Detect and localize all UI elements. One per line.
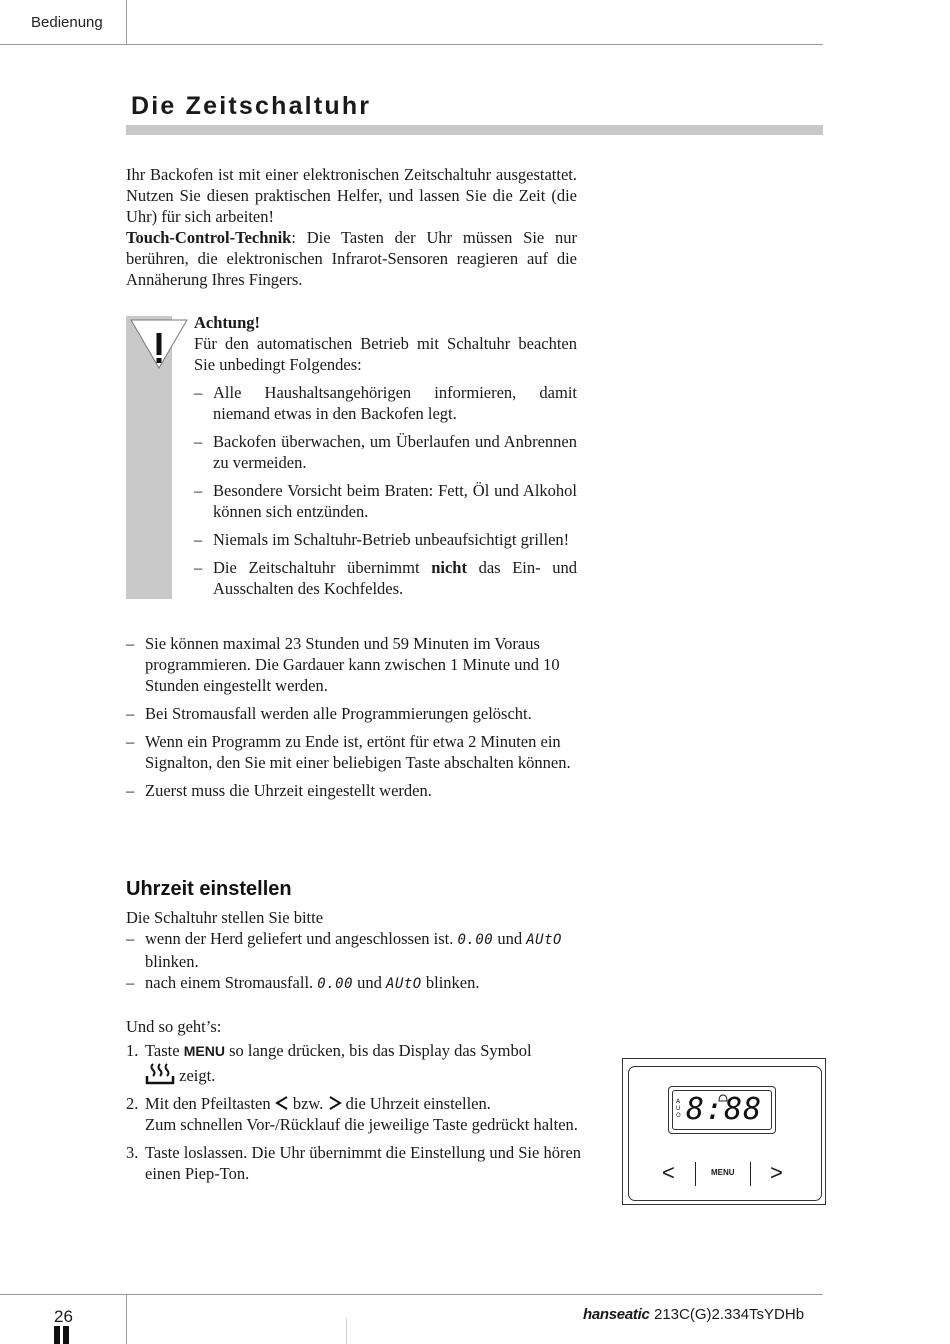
arrow-right-button[interactable]: > <box>770 1160 783 1185</box>
list-item: – nach einem Stromausfall. 0.00 und AUtO blinken. <box>126 973 480 992</box>
warning-item: – Besondere Vorsicht beim Braten: Fett, Öl und Alkohol können sich entzünden. <box>194 481 577 521</box>
auto-mode-indicator: A U O <box>676 1098 681 1119</box>
step-item: 1. Taste MENU so lange drücken, bis das Display das Symbol zeigt. <box>126 1041 532 1085</box>
footer-divider-light <box>346 1318 347 1344</box>
exclamation-icon <box>129 318 189 370</box>
brand-logo: hanseatic <box>583 1306 650 1323</box>
lcd-zero-text: 0.00 <box>317 976 354 992</box>
chevron-left-icon <box>275 1096 289 1110</box>
clock-heat-icon <box>145 1062 175 1086</box>
how-to-label: Und so geht’s: <box>126 1017 222 1036</box>
menu-button[interactable]: MENU <box>711 1168 735 1177</box>
intro-text: Ihr Backofen ist mit einer elektronischen Zeitschaltuhr ausgestattet. Nutzen Sie diesen praktischen Helfer, und lassen Sie die Zeit (die Uhr) für sich arbeiten! <box>126 165 577 226</box>
list-item: – wenn der Herd geliefert und angeschlossen ist. 0.00 und AUtO blinken. <box>126 929 562 971</box>
section-heading: Uhrzeit einstellen <box>126 878 292 900</box>
lcd-auto-text: AUtO <box>386 976 422 992</box>
page-tab-marker <box>54 1326 70 1344</box>
section-label: Bedienung <box>31 14 103 31</box>
page-number: 26 <box>54 1307 73 1326</box>
touch-control-label: Touch-Control-Technik <box>126 228 292 247</box>
list-item: – Zuerst muss die Uhrzeit eingestellt werden. <box>126 781 432 800</box>
lcd-auto-text: AUtO <box>526 932 562 948</box>
arrow-left-button[interactable]: < <box>662 1160 675 1185</box>
lcd-zero-text: 0.00 <box>457 932 494 948</box>
header-divider <box>126 0 127 45</box>
warning-text-block <box>194 312 577 599</box>
info-list <box>126 633 576 808</box>
key-separator <box>750 1162 751 1186</box>
setup-intro <box>126 907 586 1037</box>
intro-paragraph <box>126 164 577 290</box>
model-number: 213C(G)2.334TsYDHb <box>654 1306 805 1323</box>
setup-lead: Die Schaltuhr stellen Sie bitte <box>126 908 324 927</box>
warning-item: – Niemals im Schaltuhr-Betrieb unbeaufsichtigt grillen! <box>194 530 570 549</box>
warning-item: – Backofen überwachen, um Überlaufen und Anbrennen zu vermeiden. <box>194 432 577 472</box>
title-underline-bar <box>126 125 823 135</box>
timer-display-screen <box>672 1090 772 1130</box>
touch-control-text: : Die Tasten der Uhr müssen Sie nur berühren, die elektronischen Infrarot-Sensoren reagieren auf die Annäherung Ihres Fingers. <box>126 228 577 289</box>
step-item: 3. Taste loslassen. Die Uhr übernimmt die Einstellung und Sie hören einen Piep-Ton. <box>126 1143 582 1183</box>
list-item: – Sie können maximal 23 Stunden und 59 Minuten im Voraus programmieren. Die Gardauer kann zwischen 1 Minute und 10 Stunden eingestellt werden. <box>126 634 560 695</box>
warning-item: – Die Zeitschaltuhr übernimmt nicht das Ein- und Ausschalten des Kochfeldes. <box>194 558 578 598</box>
header-rule <box>0 44 823 45</box>
footer-rule <box>0 1294 823 1295</box>
page-title: Die Zeitschaltuhr <box>131 92 372 120</box>
warning-item: – Alle Haushaltsangehörigen informieren, damit niemand etwas in den Backofen legt. <box>194 383 577 423</box>
list-item: – Bei Stromausfall werden alle Programmierungen gelöscht. <box>126 704 532 723</box>
footer-divider <box>126 1294 127 1344</box>
time-readout: 8:88 <box>686 1092 763 1127</box>
step-item: 2. Mit den Pfeiltasten bzw. die Uhrzeit einstellen. Zum schnellen Vor-/Rücklauf die jeweilige Taste gedrückt halten. <box>126 1094 578 1134</box>
menu-key-label: MENU <box>183 1043 225 1059</box>
warning-intro: Für den automatischen Betrieb mit Schaltuhr beachten Sie unbedingt Folgendes: <box>194 334 577 374</box>
chevron-right-icon <box>328 1096 342 1110</box>
key-separator <box>695 1162 696 1186</box>
warning-heading: Achtung! <box>194 313 261 332</box>
steps-list <box>126 1040 586 1191</box>
list-item: – Wenn ein Programm zu Ende ist, ertönt für etwa 2 Minuten ein Signalton, den Sie mit einer beliebigen Taste abschalten können. <box>126 732 571 772</box>
